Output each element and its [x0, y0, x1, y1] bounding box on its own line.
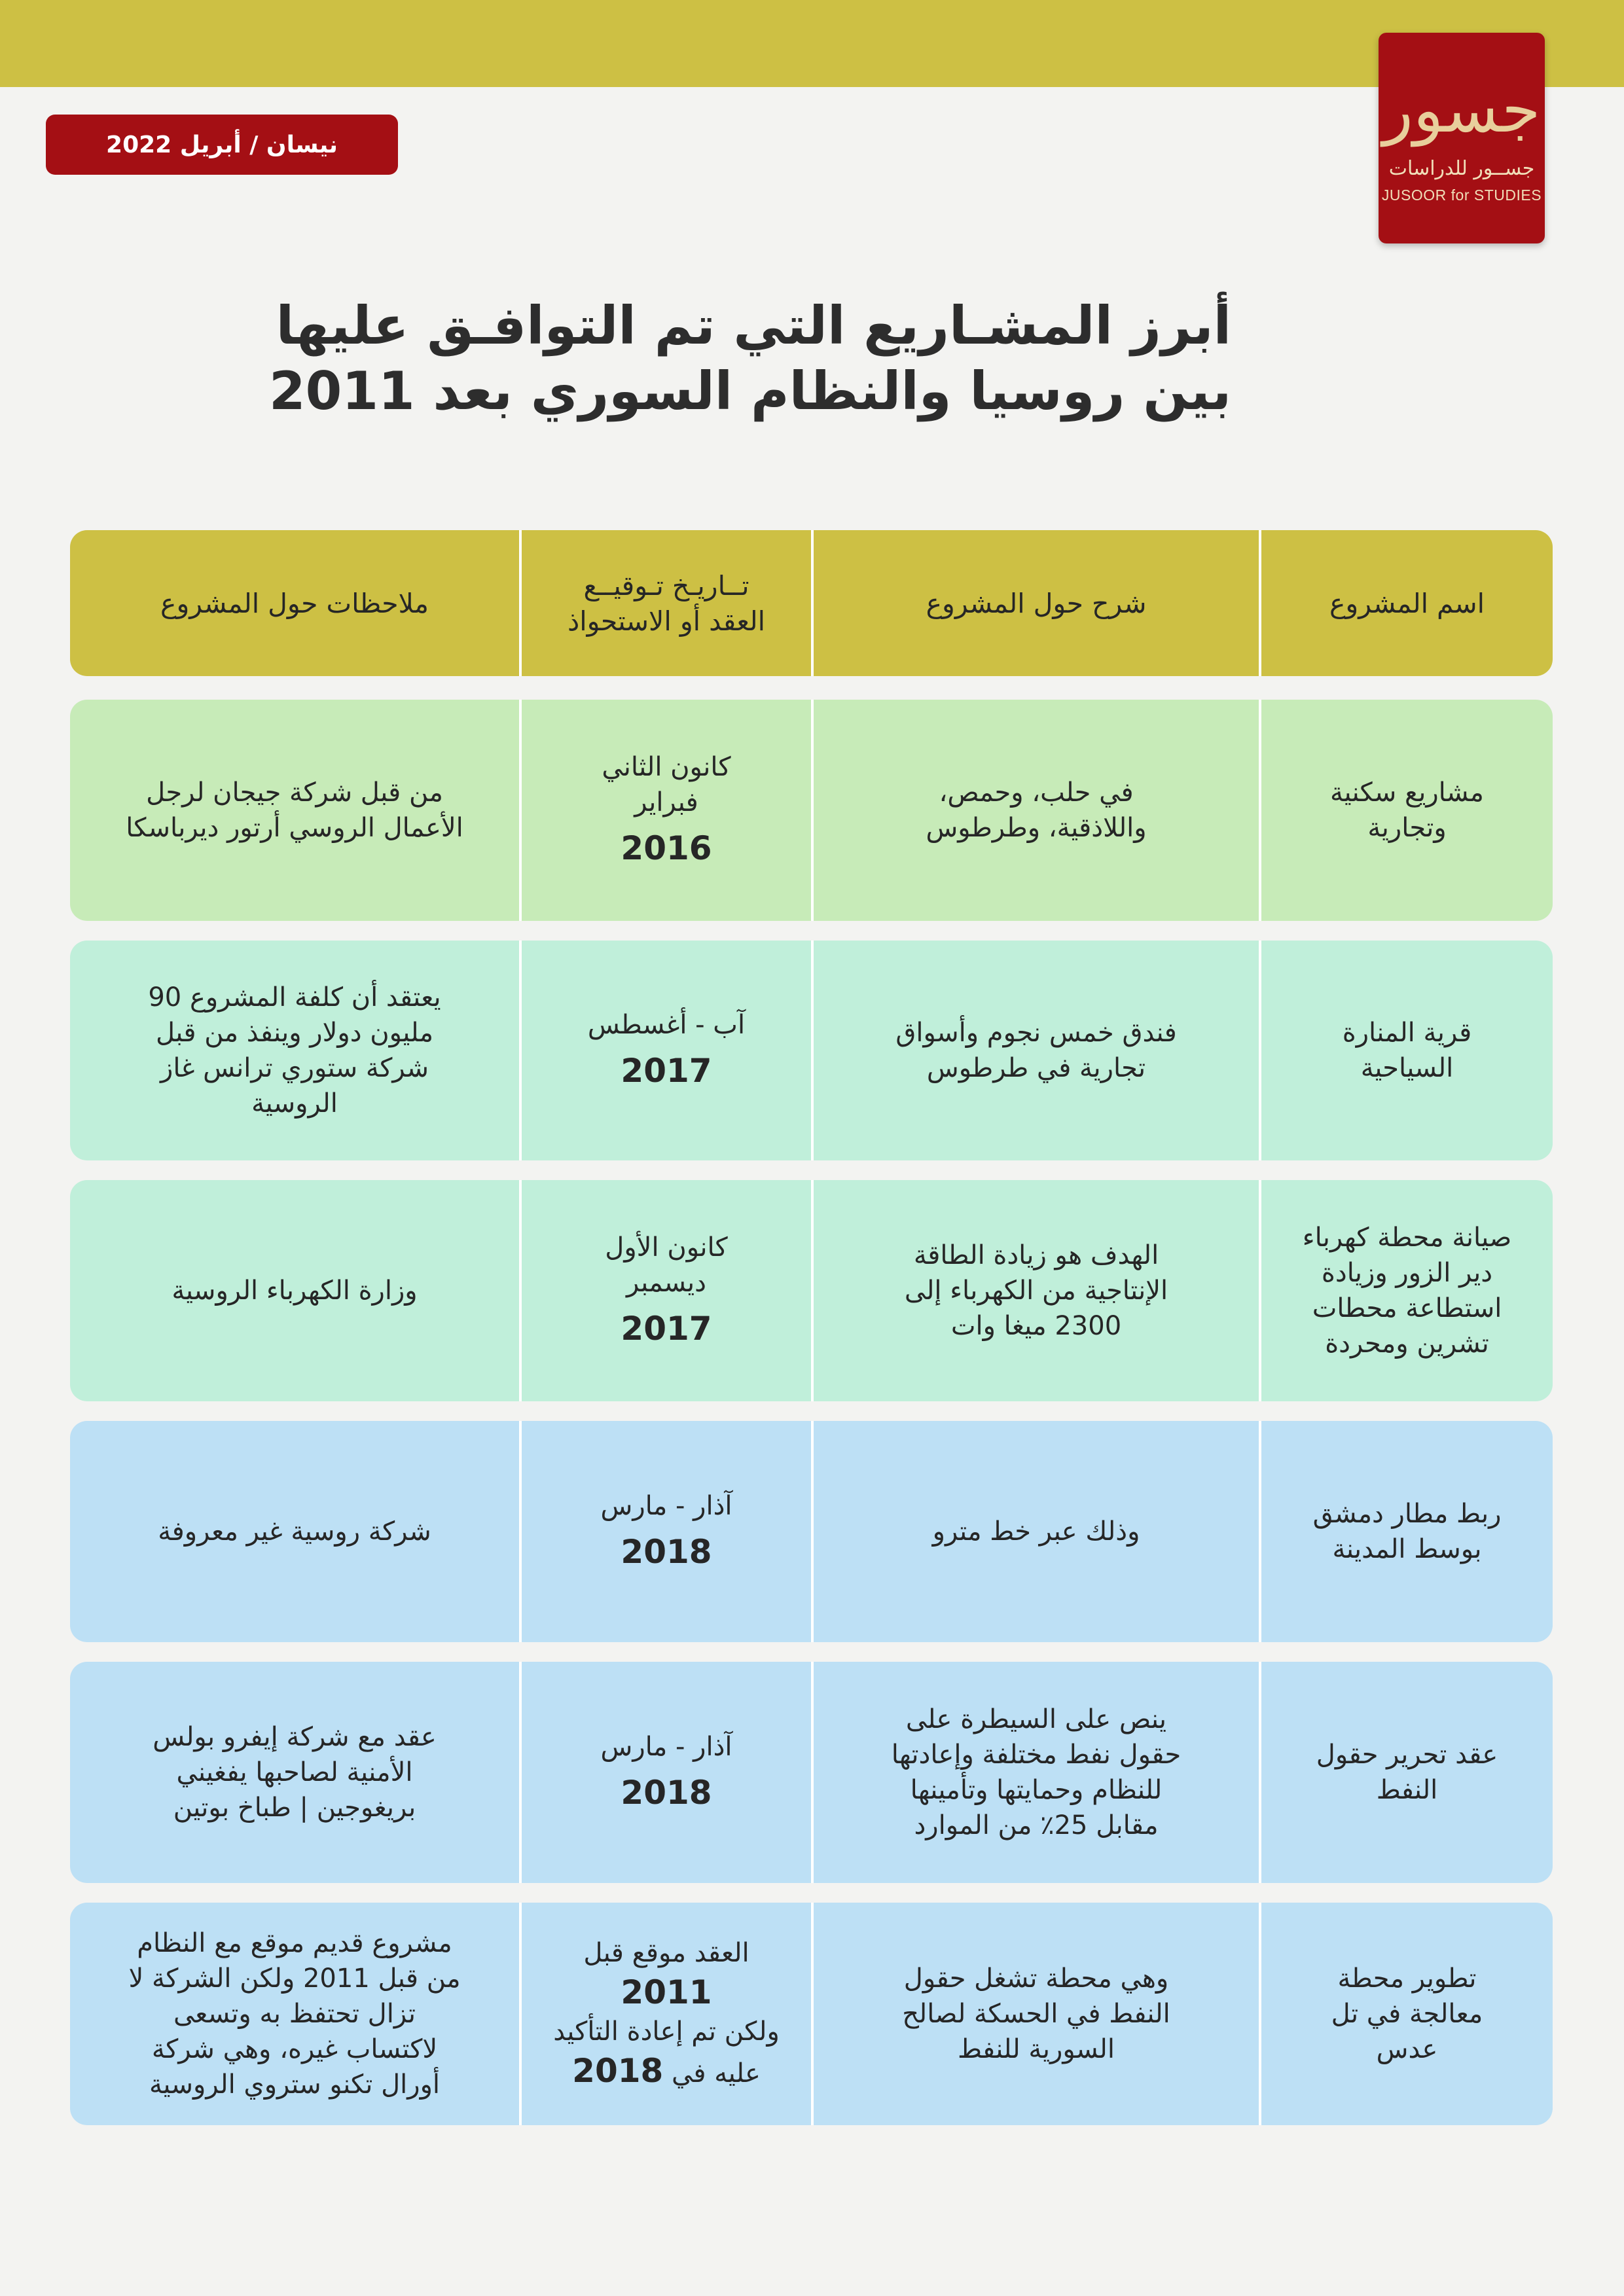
project-name-line: عدس: [1376, 2034, 1438, 2064]
date-year: 2018: [621, 1533, 712, 1571]
table-row: [70, 1180, 1553, 1401]
project-name-line: صيانة محطة كهرباء: [1302, 1223, 1512, 1253]
title-line-1: أبرز المشـاريع التي تم التوافـق عليها: [276, 295, 1231, 356]
date-year: 2018: [621, 1774, 712, 1812]
notes-line: بريغوجين | طباخ بوتين: [173, 1793, 416, 1823]
description-line: تجارية في طرطوس: [926, 1053, 1146, 1083]
notes-line: شركة ستوري ترانس غاز: [160, 1053, 429, 1083]
project-name-cell: [1261, 941, 1553, 1160]
project-name-line: السياحية: [1360, 1053, 1454, 1083]
date-line: العقد موقع قبل: [583, 1938, 749, 1968]
date-line: فبراير: [634, 787, 698, 817]
project-name-cell: [1261, 1421, 1553, 1642]
description-cell: [814, 700, 1261, 921]
header-date-line-2: العقد أو الاستحواذ: [568, 605, 765, 637]
header-date-line-1: تــاريـخ تـوقيــع: [583, 569, 749, 601]
project-name-line: مشاريع سكنية: [1330, 778, 1484, 808]
description-cell: [814, 1421, 1261, 1642]
project-name-cell: [1261, 1662, 1553, 1883]
date-line: آذار - مارس: [600, 1732, 732, 1762]
notes-line: شركة روسية غير معروفة: [158, 1516, 431, 1547]
table-header: [70, 530, 1553, 676]
project-name-line: تطوير محطة: [1337, 1964, 1477, 1994]
description-cell: [814, 941, 1261, 1160]
date-year: 2017: [621, 1052, 712, 1090]
date-line: كانون الثاني: [602, 752, 731, 782]
notes-cell: [70, 1903, 522, 2125]
notes-cell: [70, 1662, 522, 1883]
project-name-line: النفط: [1376, 1775, 1438, 1805]
notes-line: تزال تحتفظ به وتسعى: [173, 1999, 416, 2029]
notes-cell: [70, 1180, 522, 1401]
description-line: النفط في الحسكة لصالح: [902, 1999, 1170, 2029]
notes-line: الروسية: [251, 1088, 338, 1119]
jusoor-logo: [1379, 33, 1545, 243]
notes-line: الأمنية لصاحبها يفغيني: [176, 1757, 413, 1787]
notes-line: يعتقد أن كلفة المشروع 90: [148, 982, 441, 1013]
date-year: 2018: [572, 2052, 664, 2090]
project-name-line: تشرين ومحردة: [1325, 1329, 1489, 1359]
description-line: في حلب، وحمص،: [939, 778, 1134, 808]
project-name-cell: [1261, 1903, 1553, 2125]
table-row: [70, 1662, 1553, 1883]
date-cell: [522, 1421, 814, 1642]
date-cell: [522, 941, 814, 1160]
notes-line: من قبل 2011 ولكن الشركة لا: [128, 1964, 461, 1994]
notes-line: عقد مع شركة إيفرو بولس: [153, 1722, 437, 1752]
project-name-line: عقد تحرير حقول: [1316, 1740, 1498, 1770]
description-line: مقابل 25٪ من الموارد: [914, 1810, 1159, 1840]
description-line: 2300 ميغا وات: [950, 1311, 1122, 1341]
date-line: ديسمبر: [626, 1268, 706, 1298]
description-line: حقول نفط مختلفة وإعادتها: [891, 1740, 1182, 1770]
table-row: [70, 1421, 1553, 1642]
description-cell: [814, 1662, 1261, 1883]
date-cell: [522, 1180, 814, 1401]
date-badge: نيسان / أبريل 2022: [46, 115, 398, 175]
description-line: وهي محطة تشغل حقول: [903, 1964, 1169, 1994]
project-name-line: معالجة في تل: [1331, 1999, 1483, 2029]
notes-line: مليون دولار وينفذ من قبل: [156, 1018, 434, 1048]
logo-english-name: JUSOOR for STUDIES: [1381, 187, 1542, 204]
project-name-line: وتجارية: [1367, 813, 1447, 843]
description-line: واللاذقية، وطرطوس: [926, 813, 1147, 843]
date-year: 2011: [621, 1973, 712, 2011]
date-year: 2016: [621, 829, 712, 867]
project-name-line: دير الزور وزيادة: [1321, 1258, 1493, 1288]
notes-line: مشروع قديم موقع مع النظام: [137, 1928, 452, 1958]
date-cell: [522, 1903, 814, 2125]
date-text: عليه في: [672, 2058, 761, 2089]
project-name-cell: [1261, 1180, 1553, 1401]
description-line: الإنتاجية من الكهرباء إلى: [904, 1276, 1168, 1306]
date-cell: [522, 1662, 814, 1883]
notes-line: وزارة الكهرباء الروسية: [171, 1276, 418, 1306]
date-line: ولكن تم إعادة التأكيد: [553, 2017, 780, 2047]
notes-cell: [70, 700, 522, 921]
title-line-2: بين روسيا والنظام السوري بعد 2011: [269, 361, 1231, 422]
notes-line: الأعمال الروسي أرتور ديرباسكا: [126, 813, 463, 843]
description-line: السورية للنفط: [958, 2034, 1115, 2064]
description-line: للنظام وحمايتها وتأمينها: [910, 1775, 1163, 1805]
projects-table: [70, 530, 1553, 2145]
page-title: [269, 293, 1231, 424]
project-name-cell: [1261, 700, 1553, 921]
date-year: 2017: [621, 1310, 712, 1348]
description-line: ينص على السيطرة على: [905, 1704, 1167, 1734]
logo-arabic-name: جســور للدراسات: [1388, 157, 1535, 180]
table-row: [70, 941, 1553, 1160]
notes-cell: [70, 1421, 522, 1642]
description-line: الهدف هو زيادة الطاقة: [913, 1240, 1159, 1270]
date-line: [572, 2049, 761, 2092]
table-row: [70, 1903, 1553, 2125]
project-name-line: ربط مطار دمشق: [1312, 1499, 1502, 1529]
description-line: فندق خمس نجوم وأسواق: [895, 1018, 1177, 1048]
date-line: آب - أغسطس: [587, 1010, 746, 1040]
table-row: [70, 700, 1553, 921]
project-name-line: استطاعة محطات: [1312, 1293, 1502, 1323]
header-description: شرح حول المشروع: [814, 530, 1261, 676]
logo-calligraphy: جسور: [1382, 73, 1541, 147]
header-signing-date: [522, 530, 814, 676]
project-name-line: بوسط المدينة: [1332, 1534, 1482, 1564]
date-cell: [522, 700, 814, 921]
project-name-line: قرية المنارة: [1342, 1018, 1472, 1048]
date-line: آذار - مارس: [600, 1491, 732, 1521]
description-line: وذلك عبر خط مترو: [932, 1516, 1140, 1547]
header-project-name: اسم المشروع: [1329, 587, 1485, 619]
notes-line: من قبل شركة جيجان لرجل: [146, 778, 443, 808]
notes-line: لاكتساب غيره، وهي شركة: [151, 2034, 438, 2064]
header-notes: ملاحظات حول المشروع: [70, 530, 522, 676]
description-cell: [814, 1180, 1261, 1401]
description-cell: [814, 1903, 1261, 2125]
date-line: كانون الأول: [605, 1232, 728, 1263]
notes-cell: [70, 941, 522, 1160]
notes-line: أورال تكنو ستروي الروسية: [149, 2070, 441, 2100]
